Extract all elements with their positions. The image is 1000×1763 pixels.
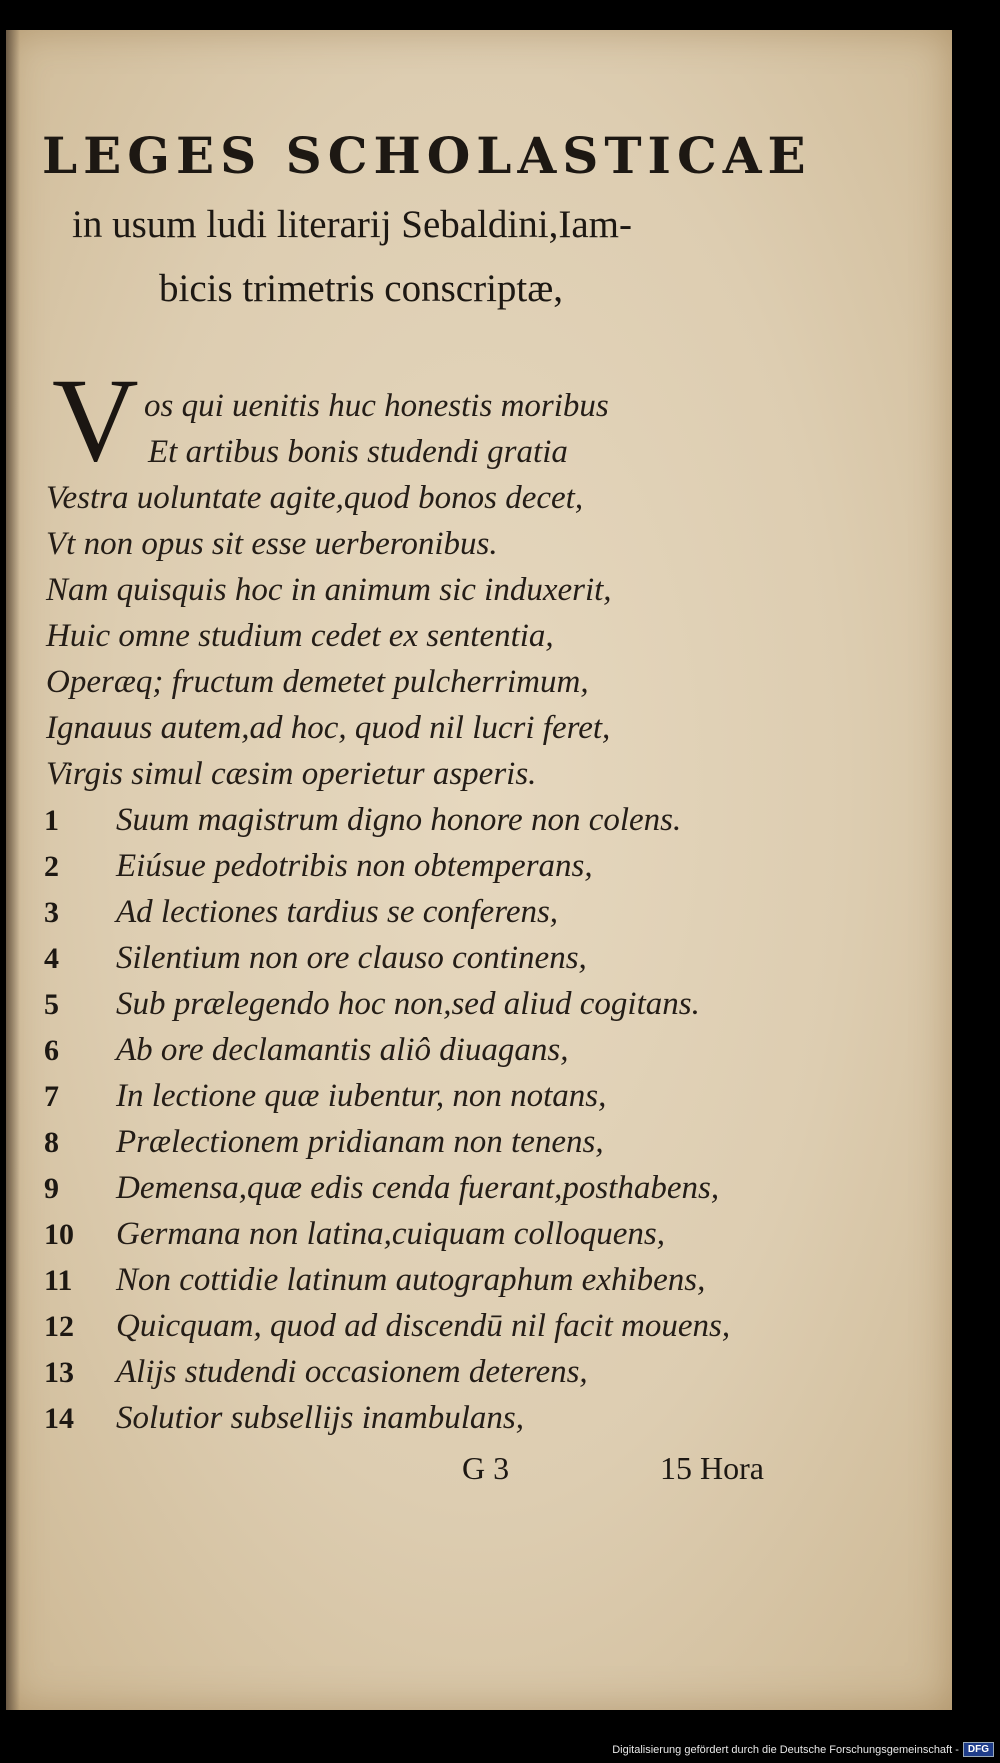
footer-credit: Digitalisierung gefördert durch die Deutsche Forschungsgemeinschaft -	[612, 1743, 959, 1756]
rule-text-14: Solutior subsellijs inambulans,	[116, 1400, 524, 1436]
rule-number-2: 2	[44, 850, 59, 883]
rule-number-5: 5	[44, 988, 59, 1021]
rule-text-3: Ad lectiones tardius se conferens,	[116, 894, 559, 930]
subtitle-line-1: in usum ludi literarij Sebaldini,Iam-	[72, 203, 632, 246]
intro-line-4: Vt non opus sit esse uerberonibus.	[46, 526, 498, 562]
rule-text-2: Eiúsue pedotribis non obtemperans,	[116, 848, 593, 884]
intro-line-7: Operæq; fructum demetet pulcherrimum,	[46, 664, 589, 700]
subtitle-line-2: bicis trimetris conscriptæ,	[159, 267, 564, 310]
rule-text-1: Suum magistrum digno honore non colens.	[116, 802, 682, 838]
rule-number-10: 10	[44, 1218, 74, 1251]
signature-mark: G 3	[462, 1450, 510, 1486]
rule-text-9: Demensa,quæ edis cenda fuerant,posthabens,	[116, 1170, 720, 1206]
rule-number-3: 3	[44, 896, 59, 929]
intro-line-1: os qui uenitis huc honestis moribus	[144, 388, 609, 424]
rule-number-1: 1	[44, 804, 59, 837]
book-page	[6, 30, 952, 1710]
intro-line-9: Virgis simul cæsim operietur asperis.	[46, 756, 537, 792]
rule-number-11: 11	[44, 1264, 73, 1297]
rule-text-8: Prælectionem pridianam non tenens,	[116, 1124, 604, 1160]
rule-text-6: Ab ore declamantis aliô diuagans,	[116, 1032, 569, 1068]
rule-number-13: 13	[44, 1356, 74, 1389]
rule-text-10: Germana non latina,cuiquam colloquens,	[116, 1216, 666, 1252]
digitization-footer	[612, 1742, 994, 1757]
rule-text-5: Sub prælegendo hoc non,sed aliud cogitans.	[116, 986, 700, 1022]
rule-text-12: Quicquam, quod ad discendū nil facit mouens,	[116, 1308, 731, 1344]
intro-line-8: Ignauus autem,ad hoc, quod nil lucri feret,	[46, 710, 611, 746]
rule-number-14: 14	[44, 1402, 74, 1435]
dfg-logo: DFG	[963, 1742, 994, 1757]
rule-text-7: In lectione quæ iubentur, non notans,	[116, 1078, 607, 1114]
rule-number-9: 9	[44, 1172, 59, 1205]
rule-number-7: 7	[44, 1080, 59, 1113]
rule-text-13: Alijs studendi occasionem deterens,	[116, 1354, 588, 1390]
rule-number-6: 6	[44, 1034, 59, 1067]
intro-line-6: Huic omne studium cedet ex sententia,	[46, 618, 554, 654]
page-gutter	[6, 30, 20, 1710]
catchword: 15 Hora	[660, 1450, 764, 1486]
intro-line-2: Et artibus bonis studendi gratia	[148, 434, 568, 470]
intro-line-5: Nam quisquis hoc in animum sic induxerit,	[46, 572, 612, 608]
drop-capital: V	[52, 353, 139, 486]
rule-number-4: 4	[44, 942, 59, 975]
rule-number-12: 12	[44, 1310, 74, 1343]
intro-line-3: Vestra uoluntate agite,quod bonos decet,	[46, 480, 584, 516]
rule-text-4: Silentium non ore clauso continens,	[116, 940, 587, 976]
rule-text-11: Non cottidie latinum autographum exhibens,	[116, 1262, 706, 1298]
page-title: LEGES SCHOLASTICAE	[42, 126, 812, 185]
rule-number-8: 8	[44, 1126, 59, 1159]
